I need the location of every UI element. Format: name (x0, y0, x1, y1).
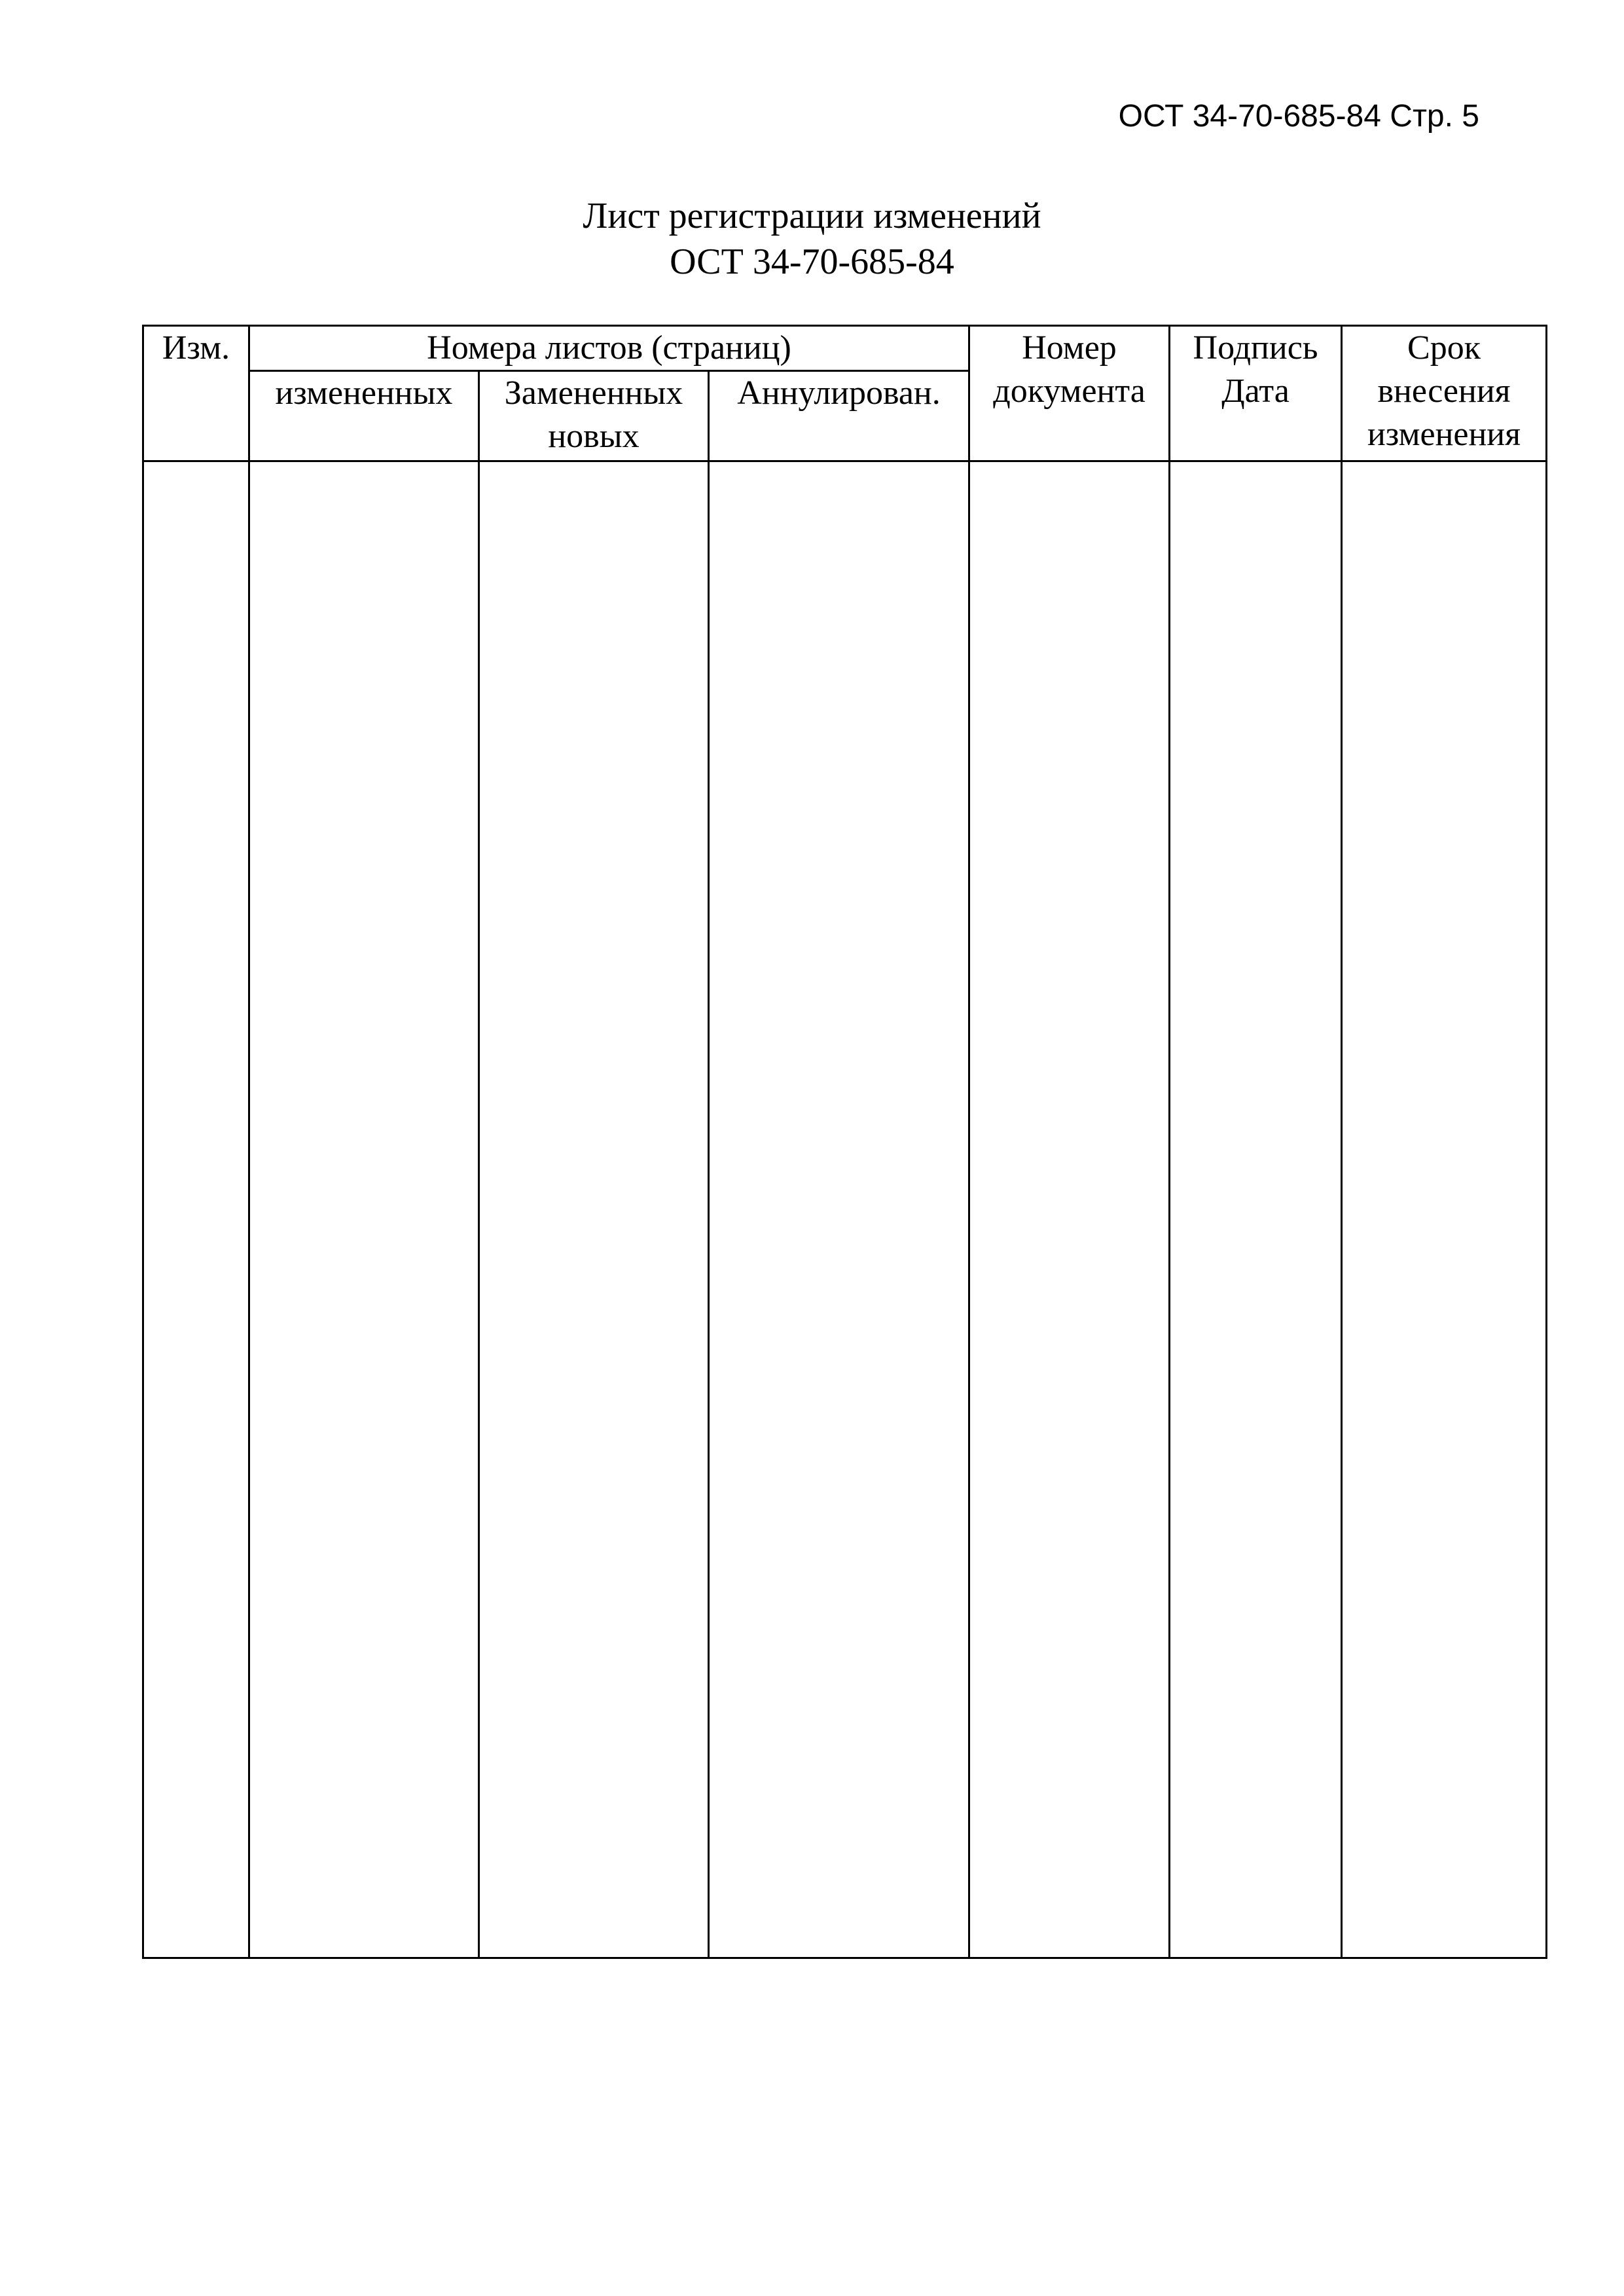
cell-document-number (969, 461, 1170, 1958)
page-header-code: ОСТ 34-70-685-84 Стр. 5 (1118, 99, 1479, 134)
header-sub-replaced (479, 371, 709, 461)
header-deadline-line-1: Срок (1407, 329, 1481, 367)
header-change-number (143, 326, 249, 461)
header-deadline (1342, 326, 1547, 461)
header-sub-changed-label: измененных (275, 374, 453, 412)
title-line-1: Лист регистрации изменений (583, 196, 1041, 236)
header-signature-line-1: Подпись (1193, 329, 1318, 367)
header-sub-replaced-line-2: новых (548, 418, 640, 455)
header-sub-cancelled (709, 371, 969, 461)
header-sheet-numbers (249, 326, 969, 371)
cell-deadline (1342, 461, 1547, 1958)
header-deadline-line-3: изменения (1367, 416, 1521, 453)
cell-changed (249, 461, 479, 1958)
table-row (143, 461, 1547, 1958)
title-line-2: ОСТ 34-70-685-84 (670, 242, 954, 282)
header-document-number (969, 326, 1170, 461)
header-sheet-numbers-label: Номера листов (страниц) (427, 329, 791, 367)
cell-cancelled (709, 461, 969, 1958)
page-title (0, 193, 1624, 285)
header-signature-line-2: Дата (1221, 372, 1290, 410)
cell-replaced (479, 461, 709, 1958)
header-sub-changed (249, 371, 479, 461)
header-signature-date (1170, 326, 1342, 461)
header-change-number-label: Изм. (162, 329, 230, 367)
header-sub-replaced-line-1: Замененных (504, 374, 683, 412)
cell-change-number (143, 461, 249, 1958)
header-document-number-line-2: документа (993, 372, 1146, 410)
header-row-1 (143, 326, 1547, 371)
change-register-table (142, 325, 1547, 1959)
header-deadline-line-2: внесения (1377, 372, 1511, 410)
cell-signature-date (1170, 461, 1342, 1958)
header-document-number-line-1: Номер (1022, 329, 1117, 367)
header-sub-cancelled-label: Аннулирован. (737, 374, 941, 412)
